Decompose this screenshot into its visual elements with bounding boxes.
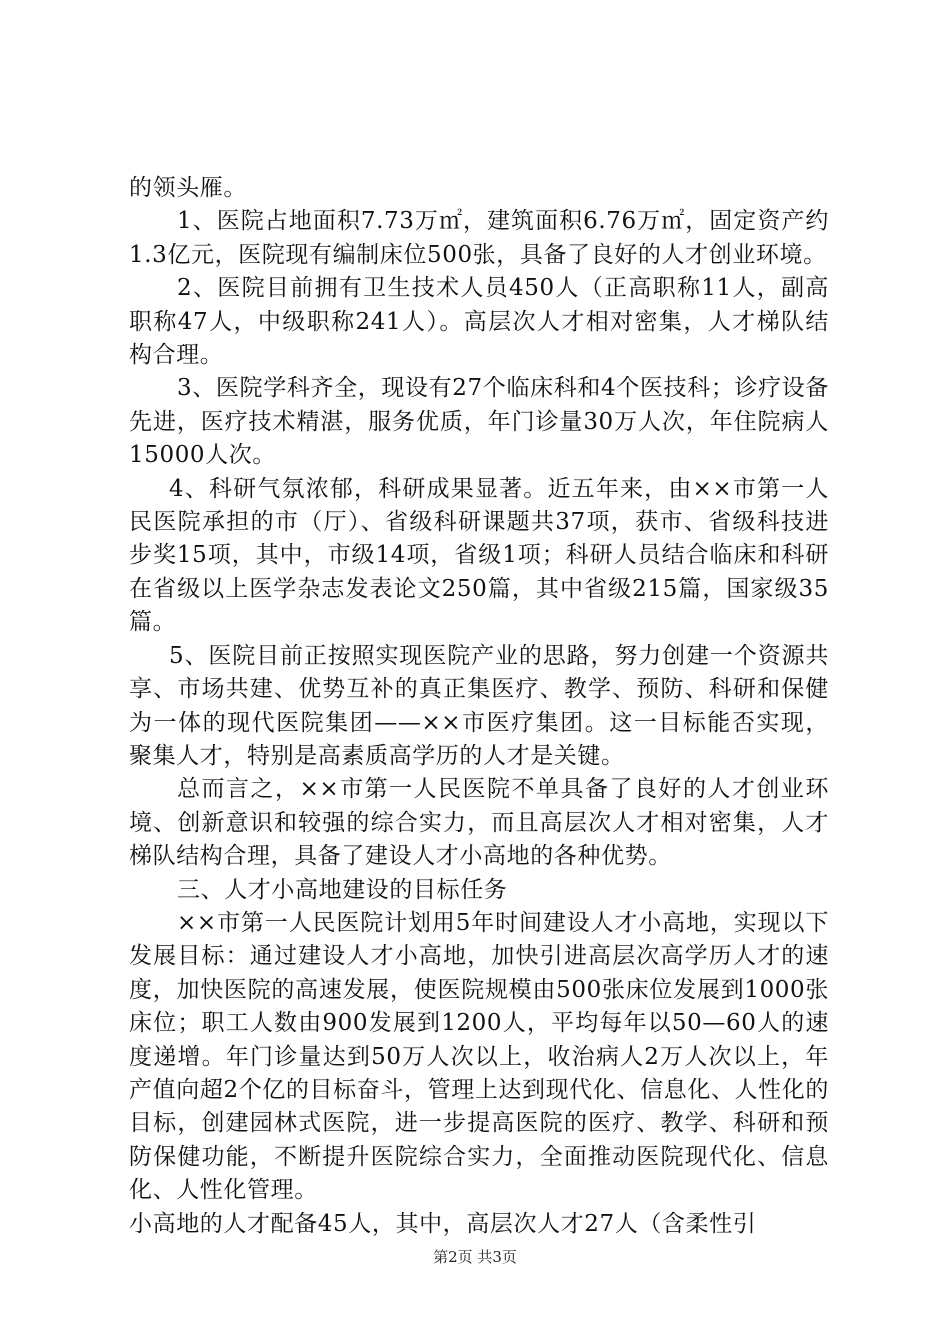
- section-heading: 三、人才小高地建设的目标任务: [177, 876, 508, 903]
- paragraph-summary: 总而言之，××市第一人民医院不单具备了良好的人才创业环境、创新意识和较强的综合实力，而且高层次人才相对密集，人才梯队结构合理，具备了建设人才小高地的各种优势。: [129, 776, 829, 870]
- document-body: [129, 172, 829, 1241]
- paragraph-item-2: 2、医院目前拥有卫生技术人员450人（正高职称11人，副高职称47人，中级职称241人）。高层次人才相对密集，人才梯队结构合理。: [129, 275, 829, 369]
- paragraph-item-1: 1、医院占地面积7.73万㎡，建筑面积6.76万㎡，固定资产约1.3亿元，医院现有编制床位500张，具备了良好的人才创业环境。: [129, 208, 829, 268]
- paragraph-item-3: 3、医院学科齐全，现设有27个临床科和4个医技科；诊疗设备先进，医疗技术精湛，服务优质，年门诊量30万人次，年住院病人15000人次。: [129, 375, 829, 469]
- paragraph-item-5: 5、医院目前正按照实现医院产业的思路，努力创建一个资源共享、市场共建、优势互补的真正集医疗、教学、预防、科研和保健为一体的现代医院集团——××市医疗集团。这一目标能否实现，聚集人才，特别是高素质高学历的人才是关键。: [129, 642, 829, 769]
- paragraph-continuation: 的领头雁。: [129, 175, 247, 201]
- page-number-footer: 第2页 共3页: [433, 1248, 517, 1266]
- paragraph-staffing: 小高地的人才配备45人，其中，高层次人才27人（含柔性引: [129, 1210, 757, 1237]
- paragraph-item-4: 4、科研气氛浓郁，科研成果显著。近五年来，由××市第一人民医院承担的市（厅）、省级科研课题共37项，获市、省级科技进步奖15项，其中，市级14项，省级1项；科研人员结合临床和科研在省级以上医学杂志发表论文250篇，其中省级215篇，国家级35篇。: [129, 475, 829, 636]
- paragraph-goals: ××市第一人民医院计划用5年时间建设人才小高地，实现以下发展目标：通过建设人才小高地，加快引进高层次高学历人才的速度，加快医院的高速发展，使医院规模由500张床位发展到1000张床位；职工人数由900发展到1200人，平均每年以50—60人的速度递增。年门诊量达到50万人次以上，收治病人2万人次以上，年产值向超2个亿的目标奋斗，管理上达到现代化、信息化、人性化的目标，创建园林式医院，进一步提高医院的医疗、教学、科研和预防保健功能，不断提升医院综合实力，全面推动医院现代化、信息化、人性化管理。: [129, 909, 829, 1204]
